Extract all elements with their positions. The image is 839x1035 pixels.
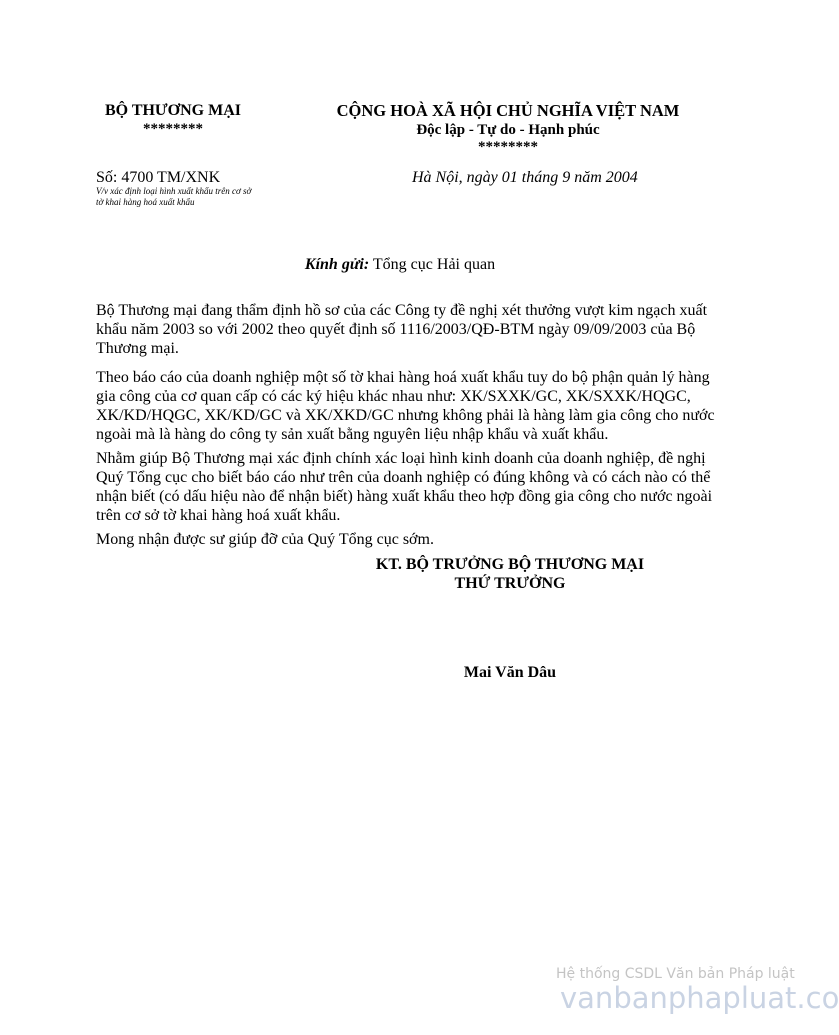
recipient-name: Tổng cục Hải quan	[372, 256, 496, 273]
national-motto: Độc lập - Tự do - Hạnh phúc	[416, 122, 600, 138]
signature-title: KT. BỘ TRƯỞNG BỘ THƯƠNG MẠI	[375, 556, 645, 573]
body-paragraph: Theo báo cáo của doanh nghiệp một số tờ khai hàng hoá xuất khẩu tuy do bộ phận quản lý hàng gia công của cơ quan cấp có các ký hiệu khác nhau như: XK/SXXK/GC, XK/SXXK/HQGC, XK/KD/HQGC, XK/KD/GC và XK/XKD/GC nhưng không phải là hàng làm gia công cho nước ngoài mà là hàng do công ty sản xuất bằng nguyên liệu nhập khẩu và xuất khẩu.	[96, 369, 715, 443]
signature-position: THỨ TRƯỞNG	[454, 575, 566, 592]
watermark-site: vanbanphapluat.co	[560, 981, 839, 1015]
signer-name: Mai Văn Dâu	[463, 664, 557, 681]
document-summary: V/v xác định loại hình xuất khẩu trên cơ sở tờ khai hàng hoá xuất khẩu	[96, 186, 252, 207]
document-number: Số: 4700 TM/XNK	[96, 169, 221, 186]
issuing-agency: BỘ THƯƠNG MẠI	[104, 102, 241, 119]
agency-separator: ********	[143, 121, 203, 137]
recipient-line	[0, 255, 800, 275]
body-paragraph: Mong nhận được sư giúp đỡ của Quý Tổng cục sớm.	[96, 531, 434, 548]
watermark-caption: Hệ thống CSDL Văn bản Pháp luật	[556, 966, 795, 982]
place-and-date: Hà Nội, ngày 01 tháng 9 năm 2004	[412, 169, 638, 186]
body-paragraph: Bộ Thương mại đang thẩm định hồ sơ của các Công ty đề nghị xét thưởng vượt kim ngạch xuất khẩu năm 2003 so với 2002 theo quyết định số 1116/2003/QĐ-BTM ngày 09/09/2003 của Bộ Thương mại.	[96, 302, 708, 357]
signature-block	[370, 555, 650, 593]
motto-separator: ********	[478, 139, 538, 155]
national-title: CỘNG HOÀ XÃ HỘI CHỦ NGHĨA VIỆT NAM	[336, 101, 680, 120]
body-paragraph: Nhằm giúp Bộ Thương mại xác định chính xác loại hình kinh doanh của doanh nghiệp, đề nghị Quý Tổng cục cho biết báo cáo như trên của doanh nghiệp có đúng không và có cách nào có thể nhận biết (có dấu hiệu nào để nhận biết) hàng xuất khẩu theo hợp đồng gia công cho nước ngoài trên cơ sở tờ khai hàng hoá xuất khẩu.	[96, 450, 713, 524]
recipient-label: Kính gửi:	[304, 256, 370, 273]
